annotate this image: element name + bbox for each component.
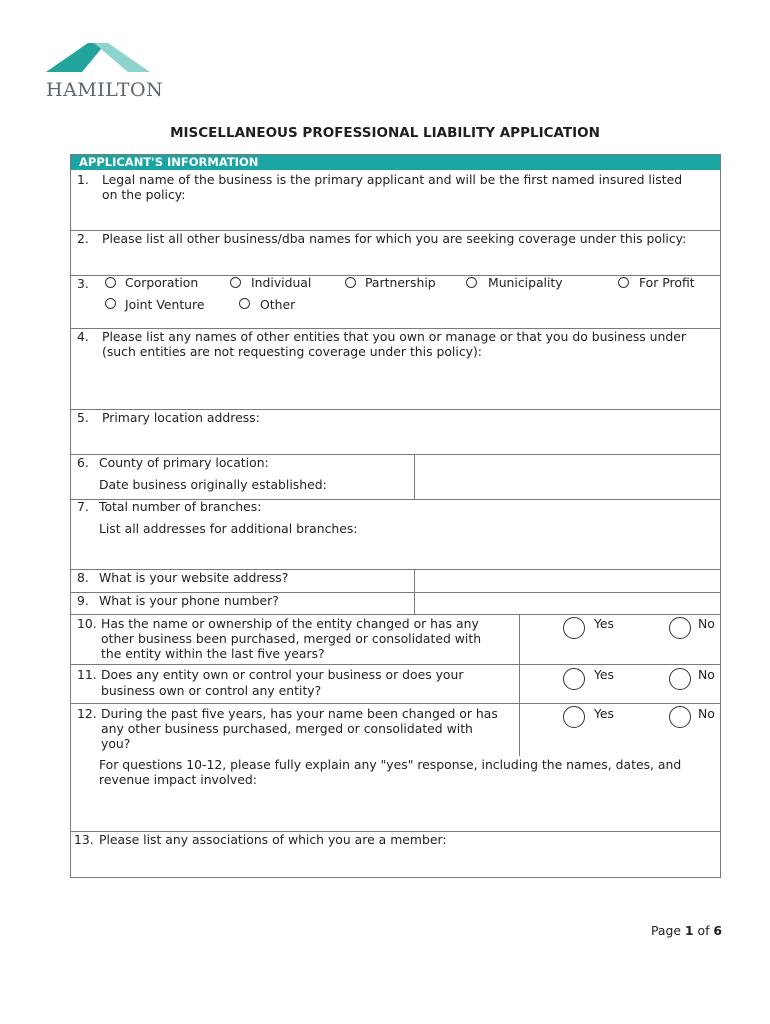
applicant-information-form [70, 154, 721, 878]
page-prefix: Page [650, 923, 685, 938]
page-middle: of [693, 923, 714, 938]
section-header-label: APPLICANT'S INFORMATION [79, 155, 259, 169]
q6-number: 6. [77, 455, 89, 470]
q7-number: 7. [77, 499, 89, 514]
q3-number: 3. [77, 276, 89, 291]
logo-mark-icon [46, 40, 156, 80]
q12-yes-radio[interactable] [563, 706, 585, 728]
q10-yes-radio[interactable] [563, 617, 585, 639]
q9-label: What is your phone number? [99, 593, 279, 608]
q10-no-radio[interactable] [669, 617, 691, 639]
q5-number: 5. [77, 410, 89, 425]
explain-label-line1: For questions 10-12, please fully explain any "yes" response, including the names, dates, and [99, 757, 682, 772]
q12-number: 12. [77, 706, 97, 721]
q7-label: Total number of branches: [99, 499, 262, 514]
option-other-label: Other [260, 297, 296, 312]
q6-sub-label: Date business originally established: [99, 477, 327, 492]
divider [71, 664, 720, 665]
column-divider [414, 454, 415, 499]
q11-no-radio[interactable] [669, 668, 691, 690]
q12-label-line2: any other business purchased, merged or consolidated with [101, 721, 473, 736]
q4-number: 4. [77, 329, 89, 344]
radio-corporation[interactable] [105, 277, 116, 288]
radio-individual[interactable] [230, 277, 241, 288]
q5-label: Primary location address: [102, 410, 260, 425]
q12-label-line3: you? [101, 736, 131, 751]
q12-no-label: No [698, 706, 715, 721]
radio-municipality[interactable] [466, 277, 477, 288]
q10-number: 10. [77, 616, 97, 631]
page-current: 1 [684, 923, 694, 938]
radio-for-profit[interactable] [618, 277, 629, 288]
q11-label-line2: business own or control any entity? [101, 683, 322, 698]
page-title: MISCELLANEOUS PROFESSIONAL LIABILITY APPLICATION [170, 125, 600, 141]
option-corporation-label: Corporation [125, 275, 199, 290]
radio-joint-venture[interactable] [105, 298, 116, 309]
q10-label-line1: Has the name or ownership of the entity changed or has any [101, 616, 479, 631]
q8-label: What is your website address? [99, 570, 289, 585]
page-total: 6 [713, 923, 722, 938]
page-number [651, 923, 722, 938]
radio-other[interactable] [239, 298, 250, 309]
q4-label-line1: Please list any names of other entities that you own or manage or that you do business under [102, 329, 686, 344]
option-joint-venture-label: Joint Venture [125, 297, 205, 312]
logo-wordmark: HAMILTON [46, 79, 164, 101]
q10-no-label: No [698, 616, 715, 631]
q12-label-line1: During the past five years, has your name been changed or has [101, 706, 498, 721]
q1-label-line2: on the policy: [102, 187, 186, 202]
q1-label-line1: Legal name of the business is the primary applicant and will be the first named insured listed [102, 172, 683, 187]
option-partnership-label: Partnership [365, 275, 436, 290]
divider [71, 614, 720, 615]
q10-yes-label: Yes [594, 616, 615, 631]
q11-no-label: No [698, 667, 715, 682]
q1-number: 1. [77, 172, 89, 187]
q12-yes-label: Yes [594, 706, 615, 721]
option-municipality-label: Municipality [488, 275, 563, 290]
section-header [71, 155, 720, 170]
q6-label: County of primary location: [99, 455, 269, 470]
explain-label-line2: revenue impact involved: [99, 772, 257, 787]
q11-number: 11. [77, 667, 97, 682]
q7-sub-label: List all addresses for additional branches: [99, 521, 358, 536]
radio-partnership[interactable] [345, 277, 356, 288]
q13-label: Please list any associations of which you are a member: [99, 832, 447, 847]
q11-label-line1: Does any entity own or control your business or does your [101, 667, 464, 682]
option-for-profit-label: For Profit [639, 275, 695, 290]
q8-number: 8. [77, 570, 89, 585]
q13-number: 13. [74, 832, 94, 847]
q11-yes-radio[interactable] [563, 668, 585, 690]
column-divider [519, 614, 520, 756]
q4-label-line2: (such entities are not requesting coverage under this policy): [102, 344, 482, 359]
q11-yes-label: Yes [594, 667, 615, 682]
hamilton-logo [46, 40, 164, 102]
q2-label: Please list all other business/dba names for which you are seeking coverage under this policy: [102, 231, 687, 246]
option-individual-label: Individual [251, 275, 312, 290]
q10-label-line3: the entity within the last five years? [101, 646, 325, 661]
divider [71, 703, 720, 704]
q12-no-radio[interactable] [669, 706, 691, 728]
q10-label-line2: other business been purchased, merged or consolidated with [101, 631, 482, 646]
q2-number: 2. [77, 231, 89, 246]
q9-number: 9. [77, 593, 89, 608]
